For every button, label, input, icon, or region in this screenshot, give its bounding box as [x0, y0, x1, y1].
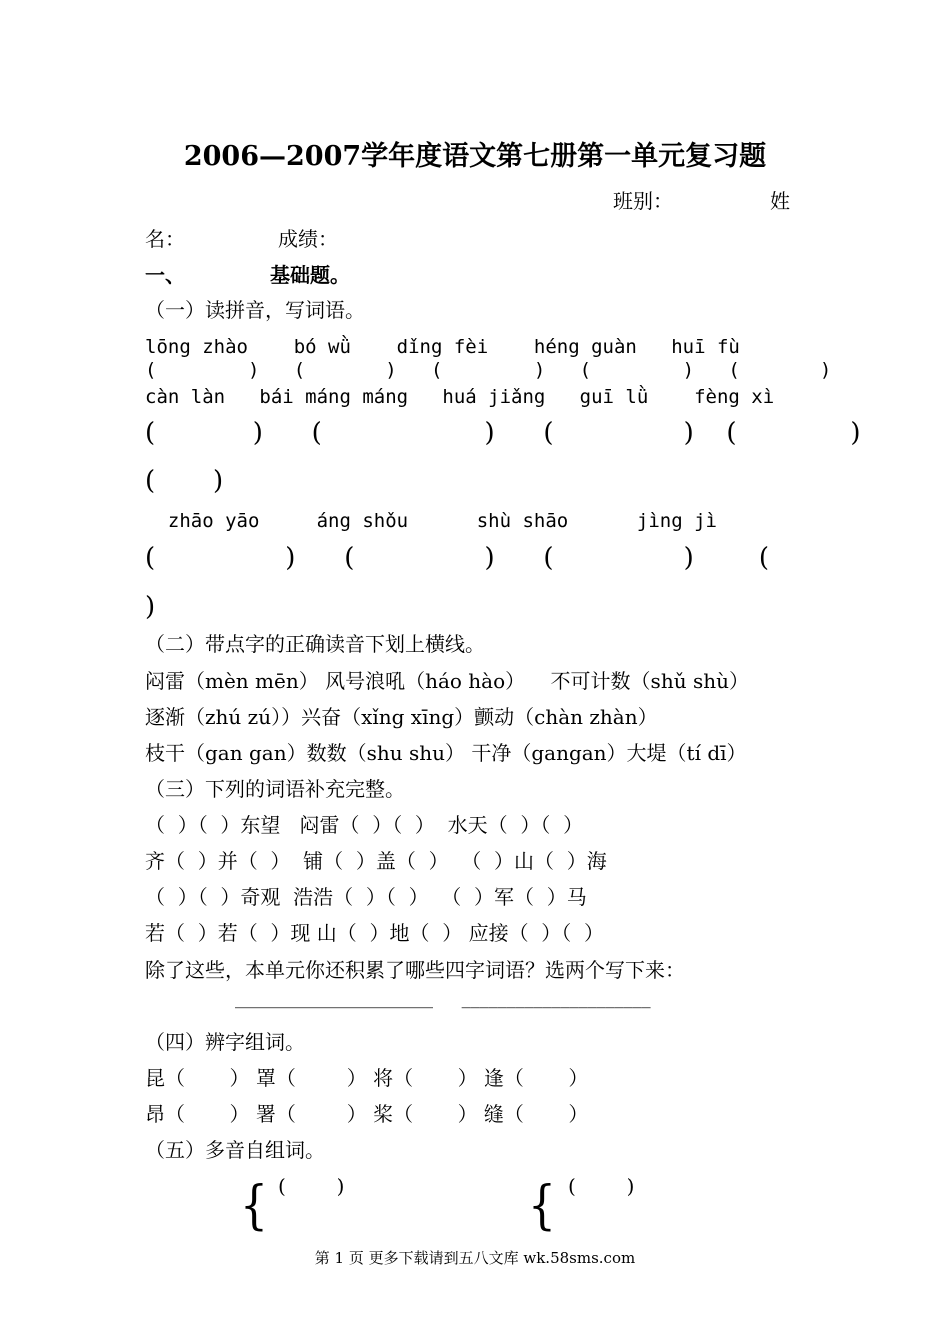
- q2-line1: 闷雷（mèn mēn） 风号浪吼（háo hào） 不可计数（shǔ shù）: [145, 669, 749, 693]
- brace-right-icon: {: [528, 1175, 556, 1237]
- q1-blanks-row4: ( ): [145, 466, 224, 496]
- q4-line1: 昆（ ） 罩（ ） 将（ ） 逢（ ）: [145, 1066, 589, 1090]
- q5-heading: （五）多音自组词。: [145, 1138, 325, 1162]
- q3-line1: （ ）（ ）东望 闷雷（ ）（ ） 水天（ ）（ ）: [145, 813, 584, 837]
- name-label-part2: 名：: [145, 227, 185, 251]
- page-title: 2006—2007学年度语文第七册第一单元复习题: [183, 141, 767, 172]
- q2-line3: 枝干（gan gan）数数（shu shu） 干净（gangan）大堤（tí dī）: [145, 741, 747, 765]
- q2-heading: （二）带点字的正确读音下划上横线。: [145, 632, 485, 656]
- section-one-label: 基础题。: [270, 263, 350, 287]
- q4-line2: 昂（ ） 署（ ） 桨（ ） 缝（ ）: [145, 1102, 589, 1126]
- q3-answer-line: ______________________ _____________________: [235, 988, 651, 1009]
- q1-blanks-row7: ): [145, 592, 156, 622]
- q3-line4: 若（ ）若（ ）现 山（ ）地（ ） 应接（ ）（ ）: [145, 921, 605, 945]
- class-label: 班别：: [613, 189, 673, 213]
- q5-blank-a: ( ): [278, 1174, 345, 1198]
- q1-pinyin-row5: zhāo yāo áng shǒu shù shāo jìng jì: [145, 510, 717, 532]
- q1-blanks-row1: ( ) ( ) ( ) ( ) ( ): [145, 359, 832, 381]
- q1-pinyin-row1: lōng zhào bó wǜ dǐng fèi héng guàn huī fù: [145, 336, 740, 358]
- name-label-part1: 姓: [770, 189, 790, 213]
- q1-blanks-row6: ( ) ( ) ( ) (: [145, 543, 770, 573]
- q2-line2: 逐渐（zhú zú））兴奋（xǐng xīng）颤动（chàn zhàn）: [145, 705, 658, 729]
- q4-heading: （四）辨字组词。: [145, 1030, 305, 1054]
- q3-line2: 齐（ ）并（ ） 铺（ ）盖（ ） （ ）山（ ）海: [145, 849, 607, 873]
- score-label: 成绩：: [278, 227, 338, 251]
- brace-left-icon: {: [240, 1175, 268, 1237]
- q3-heading: （三）下列的词语补充完整。: [145, 777, 405, 801]
- q1-blanks-row3: ( ) ( ) ( ) ( ): [145, 418, 861, 448]
- section-one-number: 一、: [145, 263, 185, 287]
- q3-line3: （ ）（ ）奇观 浩浩（ ）（ ） （ ）军（ ）马: [145, 885, 587, 909]
- q1-pinyin-row2: càn làn bái máng máng huá jiǎng guī lǜ fèng xì: [145, 386, 775, 408]
- page-footer: 第 1 页 更多下载请到五八文库 wk.58sms.com: [314, 1249, 636, 1267]
- q1-heading: （一）读拼音，写词语。: [145, 298, 365, 322]
- q3-prompt: 除了这些，本单元你还积累了哪些四字词语？选两个写下来：: [145, 958, 685, 982]
- q5-blank-b: ( ): [568, 1174, 635, 1198]
